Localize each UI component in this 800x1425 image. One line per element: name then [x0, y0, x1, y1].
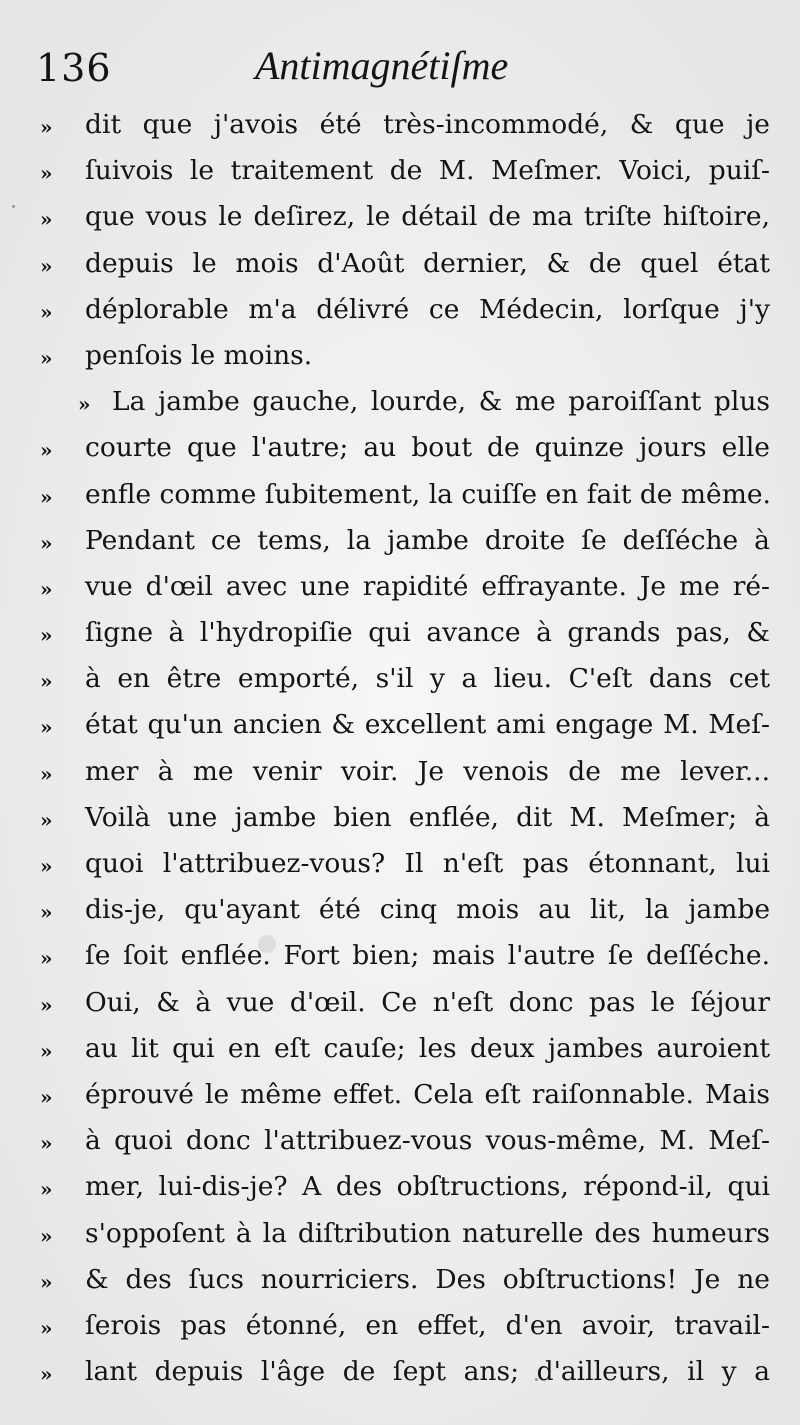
line-text: depuis le mois d'Août dernier, & de quel état — [85, 247, 770, 279]
quote-mark: » — [40, 623, 53, 648]
line-text: courte que l'autre; au bout de quinze jours elle — [85, 432, 770, 464]
text-line — [40, 148, 770, 194]
line-text: au lit qui en eſt cauſe; les deux jambes auroient — [85, 1032, 770, 1064]
text-line — [40, 887, 770, 933]
quote-mark: » — [40, 807, 53, 832]
quote-mark: » — [40, 992, 53, 1017]
quote-mark: » — [40, 299, 53, 324]
quote-mark: » — [40, 946, 53, 971]
body-text — [40, 102, 770, 1395]
line-text: lant depuis l'âge de ſept ans; d'ailleurs, il y a — [85, 1356, 770, 1388]
paper-stain — [258, 935, 276, 953]
text-line — [40, 102, 770, 148]
text-line — [40, 749, 770, 795]
paper-speck — [535, 1378, 538, 1381]
quote-mark: » — [40, 484, 53, 509]
quote-mark: » — [40, 669, 53, 694]
text-line — [40, 702, 770, 748]
line-text: ſe ſoit enflée. Fort bien; mais l'autre ſe deſſéche. — [85, 940, 770, 972]
quote-mark: » — [40, 854, 53, 878]
text-line — [40, 194, 770, 240]
line-text: que vous le deſirez, le détail de ma triſte hiſtoire, — [85, 201, 770, 233]
text-line — [40, 518, 770, 564]
quote-mark: » — [40, 1315, 53, 1340]
quote-mark: » — [40, 530, 53, 555]
text-line — [40, 1349, 770, 1395]
line-text: dit que j'avois été très-incommodé, & que je — [85, 109, 770, 140]
text-line — [40, 425, 770, 471]
quote-mark: » — [40, 1362, 53, 1387]
quote-mark: » — [40, 761, 53, 786]
paper-speck — [12, 205, 15, 208]
line-text: Voilà une jambe bien enflée, dit M. Meſmer; à — [85, 801, 770, 833]
line-text: & des ſucs nourriciers. Des obſtructions! Je ne — [85, 1263, 770, 1295]
quote-mark: » — [40, 438, 53, 463]
line-text: mer, lui-dis-je? A des obſtructions, répond-il, qui — [85, 1171, 770, 1203]
text-line — [40, 1118, 770, 1164]
line-text: ſigne à l'hydropiſie qui avance à grands pas, & — [85, 617, 770, 649]
quote-mark: » — [40, 1269, 53, 1294]
quote-mark: » — [40, 115, 53, 139]
text-line — [40, 980, 770, 1026]
quote-mark: » — [40, 207, 53, 232]
line-text: dis-je, qu'ayant été cinq mois au lit, la jambe — [85, 894, 770, 926]
line-text: ſuivois le traitement de M. Meſmer. Voici, puiſ- — [85, 155, 770, 187]
line-text: enfle comme ſubitement, la cuiſſe en fait de même. — [85, 478, 771, 510]
quote-mark: » — [78, 392, 91, 417]
quote-mark: » — [40, 345, 53, 370]
text-line — [40, 610, 770, 656]
line-text: Oui, & à vue d'œil. Ce n'eſt donc pas le ſéjour — [85, 986, 770, 1018]
line-text: penſois le moins. — [85, 339, 313, 371]
quote-mark: » — [40, 1177, 53, 1202]
line-text: déplorable m'a délivré ce Médecin, lorſque j'y — [85, 293, 770, 325]
line-text: ſerois pas étonné, en effet, d'en avoir, travail- — [85, 1309, 770, 1341]
line-text: à en être emporté, s'il y a lieu. C'eſt dans cet — [85, 663, 770, 695]
text-line — [40, 379, 770, 425]
page-number: 136 — [36, 46, 112, 90]
quote-mark: » — [40, 900, 53, 925]
text-line — [40, 795, 770, 841]
quote-mark: » — [40, 1038, 53, 1063]
text-line — [40, 1026, 770, 1072]
text-line — [40, 933, 770, 979]
text-line — [40, 1211, 770, 1257]
running-title: Antimagnétiſme — [255, 43, 509, 88]
text-line — [40, 1072, 770, 1118]
line-text: vue d'œil avec une rapidité effrayante. Je me ré- — [85, 570, 770, 602]
text-line — [40, 472, 770, 518]
quote-mark: » — [40, 1131, 53, 1156]
text-line — [40, 656, 770, 702]
line-text: à quoi donc l'attribuez-vous vous-même, M. Meſ- — [85, 1125, 770, 1157]
line-text: Pendant ce tems, la jambe droite ſe deſſéche à — [85, 524, 770, 556]
text-line — [40, 287, 770, 333]
quote-mark: » — [40, 1223, 53, 1248]
line-text: quoi l'attribuez-vous? Il n'eſt pas étonnant, lui — [85, 848, 770, 879]
text-line — [40, 333, 770, 379]
quote-mark: » — [40, 715, 53, 740]
line-text: état qu'un ancien & excellent ami engage M. Meſ- — [85, 709, 770, 741]
quote-mark: » — [40, 161, 53, 186]
text-line — [40, 241, 770, 287]
quote-mark: » — [40, 576, 53, 601]
quote-mark: » — [40, 1084, 53, 1109]
text-line — [40, 1257, 770, 1303]
text-line — [40, 841, 770, 887]
line-text: mer à me venir voir. Je venois de me lever... — [85, 755, 770, 787]
line-text: éprouvé le même effet. Cela eſt raiſonnable. Mais — [85, 1078, 770, 1110]
text-line — [40, 1303, 770, 1349]
text-line — [40, 564, 770, 610]
quote-mark: » — [40, 253, 53, 278]
line-text: s'oppoſent à la diſtribution naturelle des humeurs — [85, 1217, 770, 1249]
running-head — [30, 42, 770, 102]
line-text: La jambe gauche, lourde, & me paroiſſant plus — [112, 386, 770, 418]
text-line — [40, 1164, 770, 1210]
